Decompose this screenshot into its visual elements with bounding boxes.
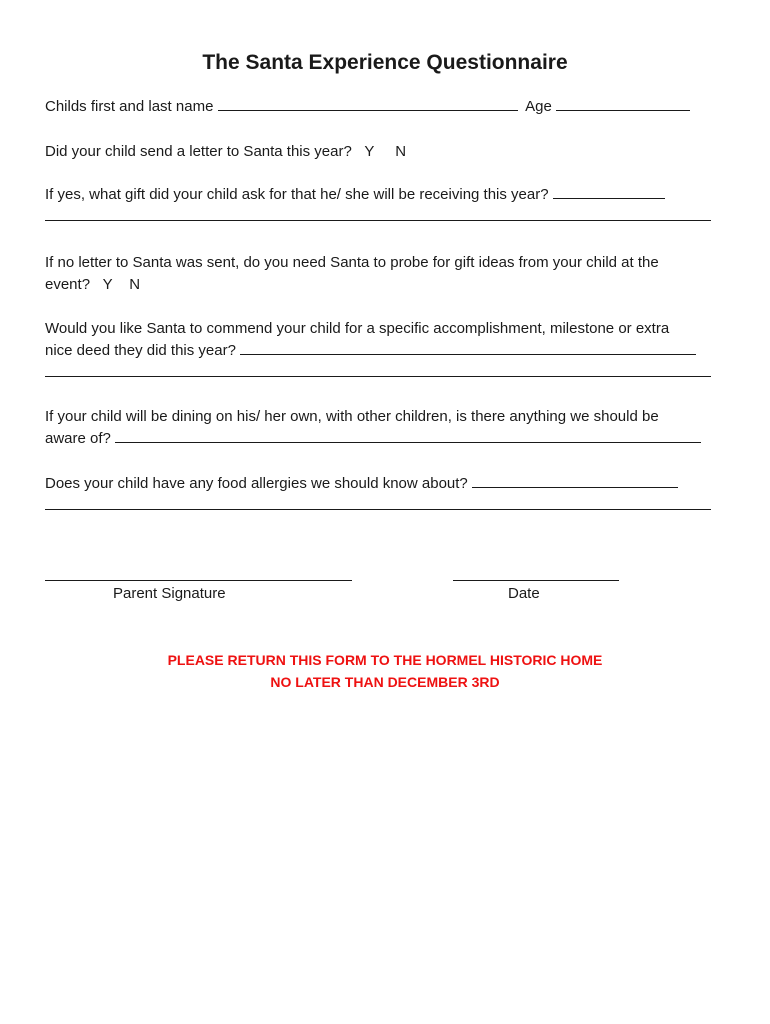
age-field[interactable] [556, 96, 690, 111]
parent-signature-label: Parent Signature [113, 585, 226, 602]
gift-field-line2[interactable] [45, 206, 711, 221]
name-age-row [45, 96, 730, 118]
return-notice-line2: NO LATER THAN DECEMBER 3RD [270, 674, 500, 690]
date-field[interactable] [453, 580, 619, 581]
allergy-row [45, 473, 730, 495]
commend-row [45, 318, 730, 340]
name-field[interactable] [218, 96, 518, 111]
probe-row-continued [45, 274, 730, 296]
dining-question-line1: If your child will be dining on his/ her own, with other children, is there anything we should be [45, 408, 659, 425]
gift-question: If yes, what gift did your child ask for that he/ she will be receiving this year? [45, 186, 549, 203]
dining-field[interactable] [115, 428, 701, 443]
return-notice-line1: PLEASE RETURN THIS FORM TO THE HORMEL HISTORIC HOME [167, 652, 603, 668]
letter-row [45, 141, 730, 163]
allergy-field[interactable] [472, 473, 678, 488]
probe-row [45, 252, 730, 274]
allergy-row-continued [45, 495, 730, 517]
dining-row [45, 406, 730, 428]
commend-field-line2[interactable] [45, 362, 711, 377]
commend-field[interactable] [240, 340, 696, 355]
allergy-question: Does your child have any food allergies we should know about? [45, 475, 468, 492]
probe-yes-option[interactable]: Y [102, 276, 113, 293]
allergy-field-line2[interactable] [45, 495, 711, 510]
parent-signature-field[interactable] [45, 580, 352, 581]
name-label: Childs first and last name [45, 98, 214, 115]
letter-yes-option[interactable]: Y [364, 143, 375, 160]
commend-row-continued [45, 340, 730, 362]
gift-row-continued [45, 206, 730, 228]
commend-question-line1: Would you like Santa to commend your child for a specific accomplishment, milestone or extra [45, 320, 670, 337]
gift-field[interactable] [553, 184, 665, 199]
dining-question-line2: aware of? [45, 430, 111, 447]
probe-question-line1: If no letter to Santa was sent, do you need Santa to probe for gift ideas from your child at the [45, 254, 659, 271]
age-label: Age [525, 98, 552, 115]
dining-row-continued [45, 428, 730, 450]
commend-question-line2: nice deed they did this year? [45, 342, 236, 359]
commend-row-extra [45, 362, 730, 384]
date-label: Date [508, 585, 540, 602]
gift-row [45, 184, 730, 206]
letter-no-option[interactable]: N [395, 143, 407, 160]
probe-question-line2: event? [45, 276, 91, 293]
page-title: The Santa Experience Questionnaire [202, 51, 568, 74]
letter-question: Did your child send a letter to Santa this year? [45, 143, 352, 160]
probe-no-option[interactable]: N [129, 276, 141, 293]
